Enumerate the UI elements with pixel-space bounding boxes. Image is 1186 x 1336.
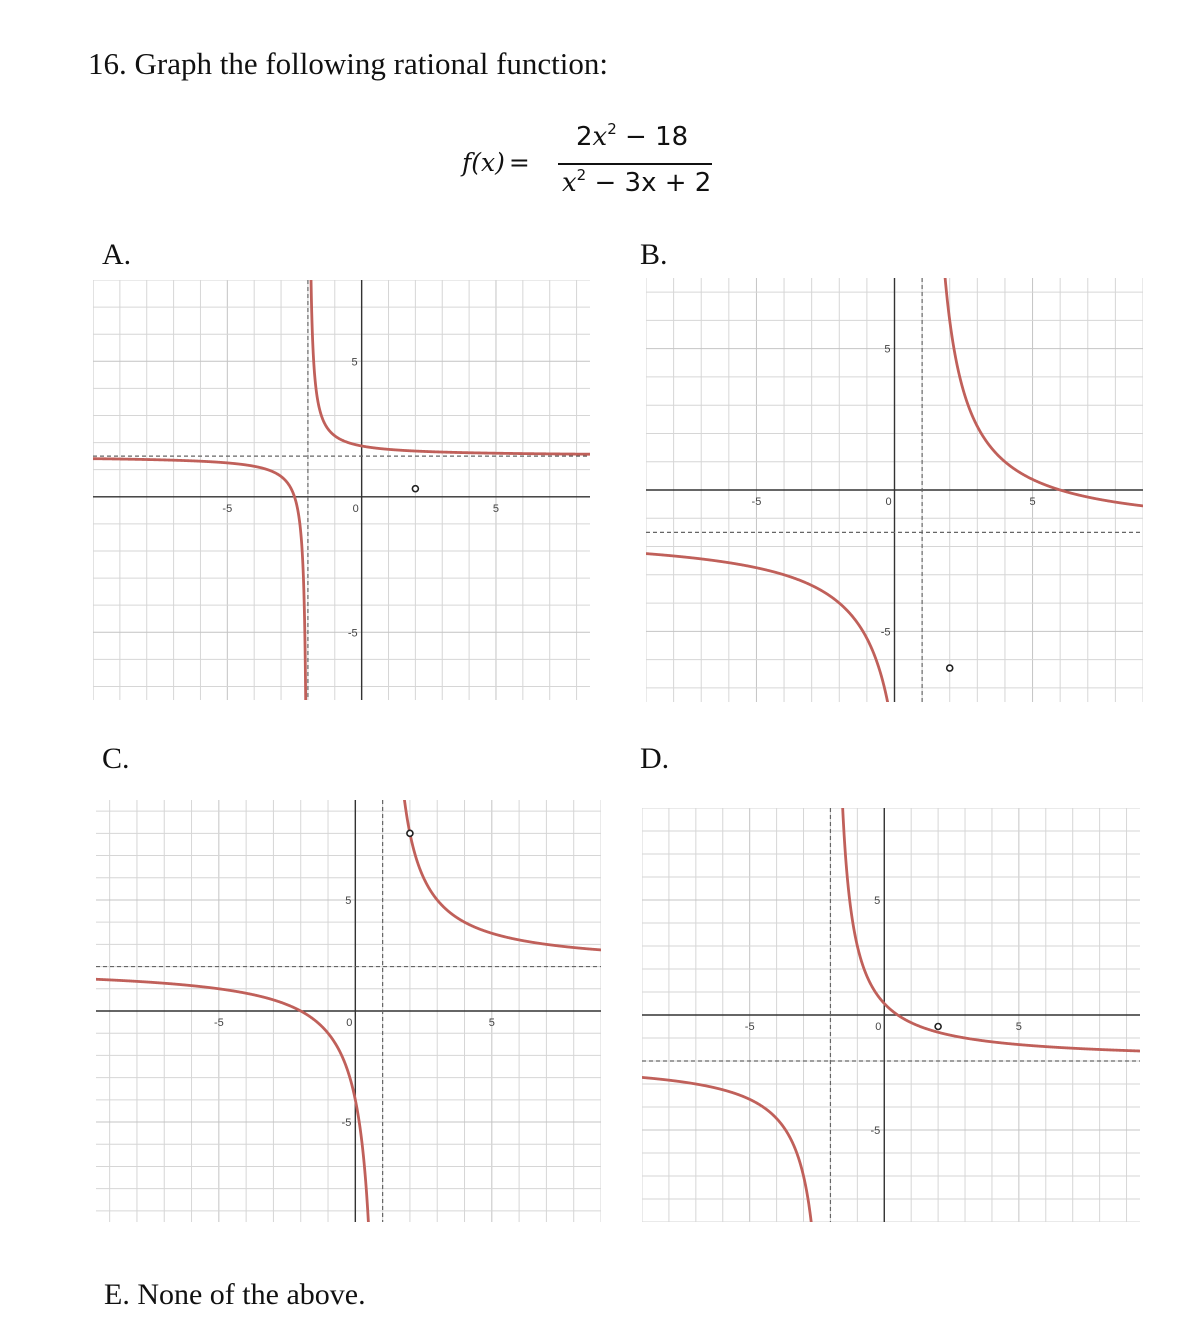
graph-b-hole-point <box>947 665 953 671</box>
graph-a-y-tick-label: -5 <box>347 627 358 640</box>
formula-numerator: $2x^2 - 18$ <box>576 120 689 152</box>
formula-lhs: f(x) = <box>462 148 530 177</box>
graph-a-hole-point <box>412 486 418 492</box>
graph-c-curve-branch-2 <box>400 800 601 950</box>
graph-d-hole-point <box>935 1024 941 1030</box>
graph-c-x-tick-label: -5 <box>213 1017 224 1029</box>
graph-d[interactable] <box>642 808 1140 1222</box>
graph-b-x-tick-label: 5 <box>1029 496 1036 508</box>
graph-c-y-tick-label: 5 <box>345 894 352 907</box>
option-b-label: B. <box>640 238 668 271</box>
option-d-label: D. <box>640 742 670 775</box>
graph-c-origin-label: 0 <box>346 1017 353 1029</box>
graph-d-y-tick-label: 5 <box>874 895 881 907</box>
graph-b-origin-label: 0 <box>885 496 892 508</box>
graph-b[interactable] <box>646 278 1143 702</box>
graph-a-x-tick-label: -5 <box>222 502 233 515</box>
option-c-label: C. <box>102 742 130 775</box>
graph-b-curve-branch-2 <box>941 278 1143 506</box>
graph-b-y-tick-label: 5 <box>884 343 891 356</box>
graph-b-x-tick-label: -5 <box>751 496 762 508</box>
graph-b-y-tick-label: -5 <box>880 626 891 639</box>
question-text: 16. Graph the following rational function: <box>88 46 608 81</box>
graph-d-x-tick-label: -5 <box>744 1021 755 1033</box>
fraction-bar <box>558 163 712 165</box>
formula-denominator: $x^2 - 3x + 2$ <box>562 166 712 198</box>
graph-a-curve-branch-1 <box>93 459 306 700</box>
graph-c-y-tick-label: -5 <box>341 1117 352 1130</box>
graph-a-origin-label: 0 <box>352 502 359 515</box>
function-formula <box>462 118 722 208</box>
graph-a[interactable] <box>93 280 590 700</box>
graph-a-x-tick-label: 5 <box>492 502 500 515</box>
graph-c-x-tick-label: 5 <box>488 1017 495 1029</box>
graph-d-curve-branch-1 <box>642 1077 815 1222</box>
graph-c[interactable] <box>96 800 601 1222</box>
graph-d-x-tick-label: 5 <box>1015 1021 1022 1033</box>
option-a-label: A. <box>102 238 132 271</box>
graph-c-hole-point <box>407 830 413 836</box>
graph-d-y-tick-label: -5 <box>870 1125 881 1137</box>
graph-d-origin-label: 0 <box>875 1021 882 1033</box>
graph-b-curve-branch-1 <box>646 554 896 702</box>
graph-a-y-tick-label: 5 <box>351 356 358 369</box>
option-e-text[interactable]: E. None of the above. <box>104 1278 366 1311</box>
